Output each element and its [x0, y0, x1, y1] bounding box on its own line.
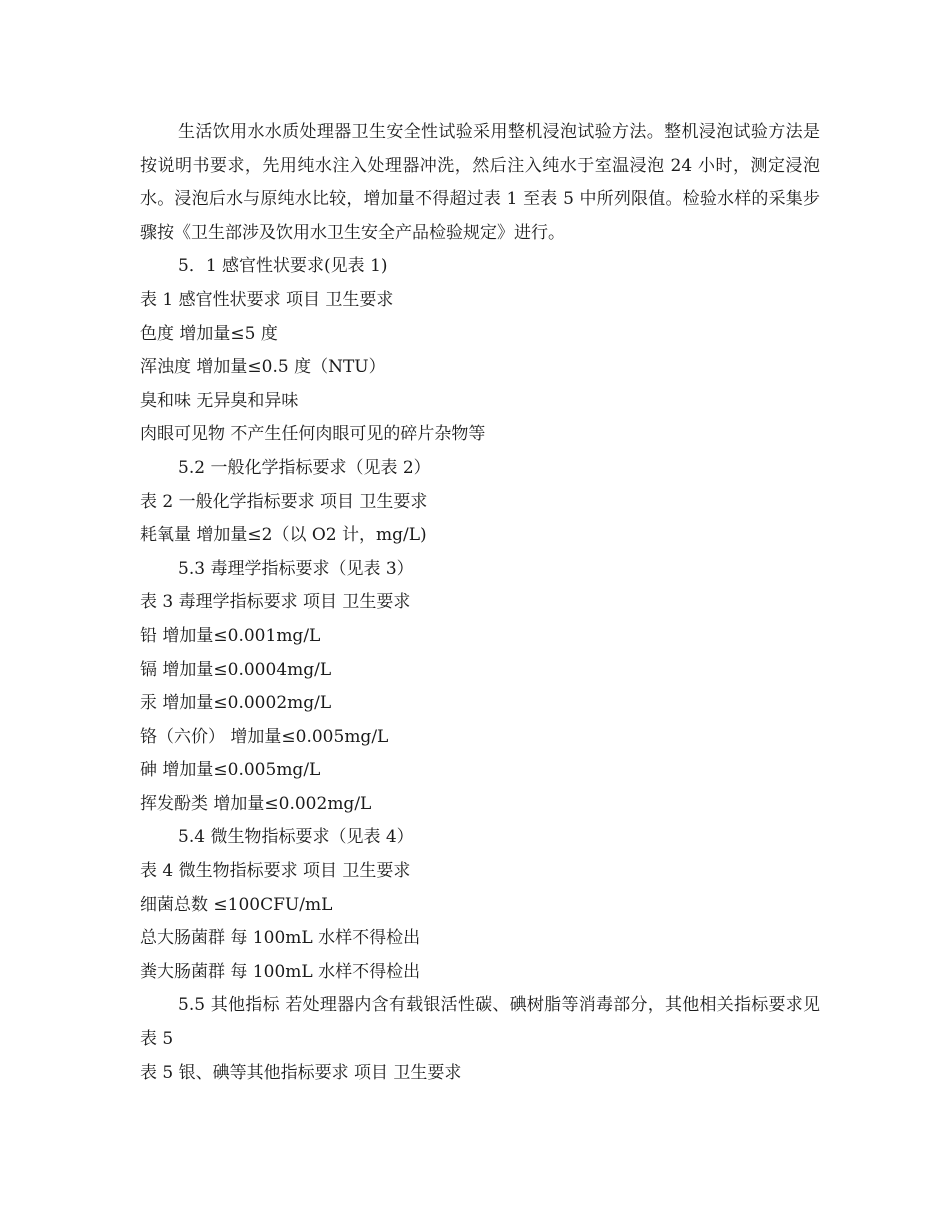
section-heading-5-5: 5.5 其他指标 若处理器内含有载银活性碳、碘树脂等消毒部分，其他相关指标要求见表 5 — [140, 995, 820, 1050]
table4-row: 细菌总数 ≤100CFU/mL — [140, 894, 333, 915]
table5-title: 表 5 银、碘等其他指标要求 项目 卫生要求 — [140, 1062, 462, 1083]
table1-row: 臭和味 无异臭和异味 — [140, 390, 299, 411]
table3-row: 汞 增加量≤0.0002mg/L — [140, 693, 332, 714]
intro-paragraph: 生活饮用水水质处理器卫生安全性试验采用整机浸泡试验方法。整机浸泡试验方法是按说明书要求，先用纯水注入处理器冲洗，然后注入纯水于室温浸泡 24 小时，测定浸泡水。浸泡后水与原纯水比较，增加量不得超过表 1 至表 5 中所列限值。检验水样的采集步骤按《卫生部涉及饮用水卫生安全产品检验规定》进行。 — [140, 122, 820, 243]
section-heading-5-3: 5.3 毒理学指标要求（见表 3） — [178, 558, 414, 579]
table1-row: 浑浊度 增加量≤0.5 度（NTU） — [140, 357, 386, 378]
section-heading-5-2: 5.2 一般化学指标要求（见表 2） — [178, 457, 431, 478]
section-heading-5-1: 5．1 感官性状要求(见表 1) — [178, 256, 388, 277]
table3-row: 镉 增加量≤0.0004mg/L — [140, 659, 332, 680]
table4-row: 粪大肠菌群 每 100mL 水样不得检出 — [140, 961, 421, 982]
table3-row: 砷 增加量≤0.005mg/L — [140, 760, 321, 781]
table3-row: 铬（六价） 增加量≤0.005mg/L — [140, 726, 389, 747]
document-body — [140, 116, 820, 1090]
section-heading-5-4: 5.4 微生物指标要求（见表 4） — [178, 827, 414, 848]
table2-row: 耗氧量 增加量≤2（以 O2 计，mg/L) — [140, 525, 427, 546]
table2-title: 表 2 一般化学指标要求 项目 卫生要求 — [140, 491, 428, 512]
table3-row: 铅 增加量≤0.001mg/L — [140, 625, 321, 646]
table4-title: 表 4 微生物指标要求 项目 卫生要求 — [140, 861, 411, 882]
table1-row: 色度 增加量≤5 度 — [140, 323, 278, 344]
table1-row: 肉眼可见物 不产生任何肉眼可见的碎片杂物等 — [140, 424, 486, 445]
table3-title: 表 3 毒理学指标要求 项目 卫生要求 — [140, 592, 411, 613]
table4-row: 总大肠菌群 每 100mL 水样不得检出 — [140, 928, 421, 949]
table3-row: 挥发酚类 增加量≤0.002mg/L — [140, 793, 372, 814]
table1-title: 表 1 感官性状要求 项目 卫生要求 — [140, 289, 394, 310]
